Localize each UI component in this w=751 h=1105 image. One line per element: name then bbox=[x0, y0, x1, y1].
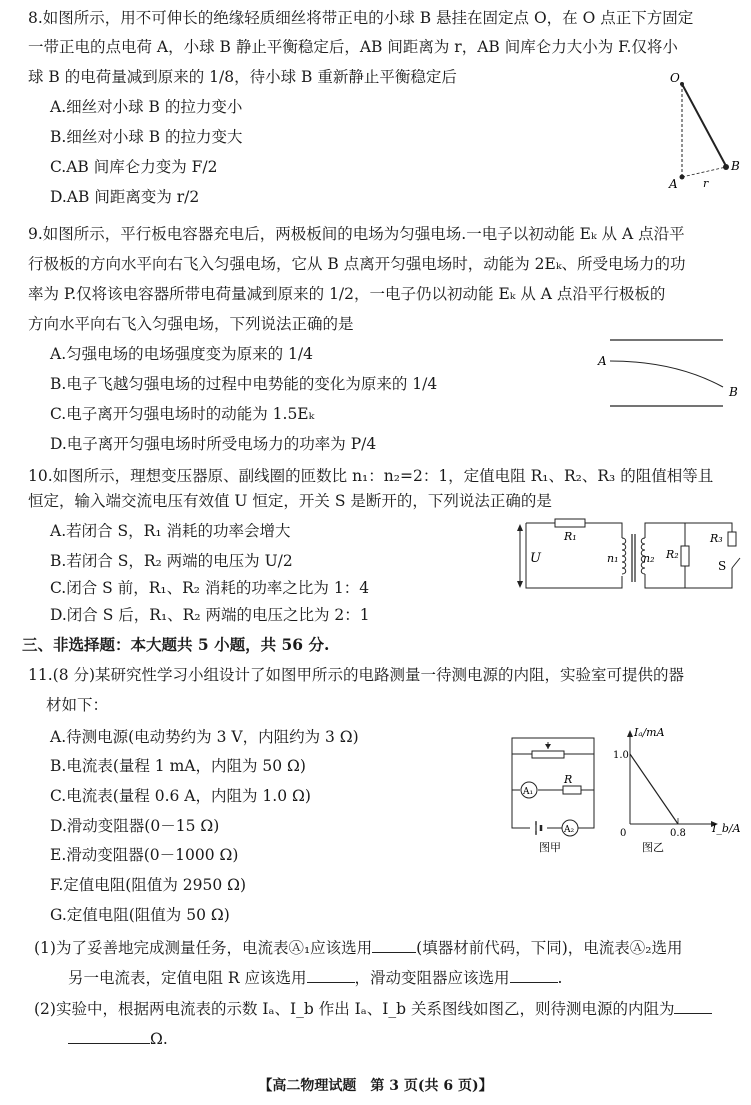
q10-resistor-r1 bbox=[555, 519, 585, 527]
q11-answer-blank-rheostat[interactable] bbox=[510, 966, 558, 983]
q11-option-e: E.滑动变阻器(0－1000 Ω) bbox=[50, 846, 239, 864]
q11-resistor-r bbox=[563, 786, 581, 794]
q9-stem-line: 行极板的方向水平向右飞入匀强电场，它从 B 点离开匀强电场时，动能为 2Eₖ、所受电场力的功 bbox=[28, 255, 686, 273]
q10-label-n1: n₁ bbox=[607, 552, 619, 565]
q11-figure-yi bbox=[612, 722, 747, 854]
q10-stem-line: 10.如图所示，理想变压器原、副线圈的匝数比 n₁：n₂=2：1，定值电阻 R₁、R₂、R₃ 的阻值相等且 bbox=[28, 467, 714, 485]
q11-option-a: A.待测电源(电动势约为 3 V，内阻约为 3 Ω) bbox=[50, 728, 359, 746]
q11-answer-blank-r-internal-cont[interactable] bbox=[68, 1027, 150, 1044]
q11-option-d: D.滑动变阻器(0－15 Ω) bbox=[50, 817, 220, 835]
q8-pendulum-figure bbox=[660, 66, 745, 194]
q10-option-d: D.闭合 S 后，R₁、R₂ 两端的电压之比为 2：1 bbox=[50, 606, 370, 624]
q11-graph-line bbox=[630, 754, 678, 824]
q8-label-a: A bbox=[669, 177, 678, 191]
page-footer: 【高二物理试题 第 3 页(共 6 页)】 bbox=[258, 1078, 493, 1094]
q9-capacitor-figure bbox=[595, 334, 745, 414]
q8-label-b: B bbox=[731, 159, 740, 173]
q10-label-r2: R₂ bbox=[666, 548, 679, 561]
q11-figure-jia bbox=[500, 730, 610, 854]
q9-option-c: C.电子离开匀强电场时的动能为 1.5Eₖ bbox=[50, 405, 315, 423]
q10-switch-s bbox=[732, 558, 740, 568]
q11-sub2-line1 bbox=[34, 997, 712, 1019]
q11-x-tick-label: 0.8 bbox=[670, 828, 686, 839]
q11-sub1-text: (1)为了妥善地完成测量任务，电流表Ⓐ₁应该选用 bbox=[34, 939, 373, 957]
q10-label-r3: R₃ bbox=[710, 532, 723, 545]
q11-x-axis-label: I_b/A bbox=[712, 822, 741, 835]
section-heading: 三、非选择题：本大题共 5 小题，共 56 分. bbox=[22, 635, 330, 654]
q11-option-b: B.电流表(量程 1 mA，内阻为 50 Ω) bbox=[50, 757, 306, 775]
q11-label-a2: A₂ bbox=[564, 825, 575, 835]
q8-stem-line: 8.如图所示，用不可伸长的绝缘轻质细丝将带正电的小球 B 悬挂在固定点 O，在 O 点正下方固定 bbox=[28, 9, 694, 27]
q11-caption-yi: 图乙 bbox=[642, 841, 664, 854]
q9-electron-path bbox=[610, 361, 723, 387]
q11-caption-jia: 图甲 bbox=[539, 841, 561, 854]
q8-stem-line: 球 B 的电荷量减到原来的 1/8，待小球 B 重新静止平衡稳定后 bbox=[28, 68, 457, 86]
q10-stem-line: 恒定，输入端交流电压有效值 U 恒定，开关 S 是断开的，下列说法正确的是 bbox=[28, 492, 552, 510]
q11-sub1-text: (填器材前代码，下同)，电流表Ⓐ₂选用 bbox=[416, 939, 683, 957]
q11-stem-line: 11.(8 分)某研究性学习小组设计了如图甲所示的电路测量一待测电源的内阻，实验室可提供的器 bbox=[28, 666, 685, 684]
q9-label-a: A bbox=[598, 354, 607, 368]
q11-y-tick-label: 1.0 bbox=[613, 750, 629, 761]
q11-option-g: G.定值电阻(阻值为 50 Ω) bbox=[50, 906, 230, 924]
q8-option-a: A.细丝对小球 B 的拉力变小 bbox=[50, 98, 243, 116]
q8-option-c: C.AB 间库仑力变为 F/2 bbox=[50, 158, 218, 176]
q11-answer-blank-r[interactable] bbox=[307, 966, 355, 983]
q10-label-r1: R₁ bbox=[564, 530, 577, 543]
q11-sub1-line2 bbox=[68, 966, 562, 988]
q11-sub2-text: (2)实验中，根据两电流表的示数 Iₐ、I_b 作出 Iₐ、I_b 关系图线如图乙，则待测电源的内阻为 bbox=[34, 1000, 675, 1018]
q8-option-b: B.细丝对小球 B 的拉力变大 bbox=[50, 128, 243, 146]
q10-transformer-figure bbox=[510, 510, 750, 598]
q11-sub1-text: ，滑动变阻器应该选用 bbox=[354, 969, 510, 987]
q8-ab-dashed bbox=[682, 167, 726, 177]
q11-option-c: C.电流表(量程 0.6 A，内阻为 1.0 Ω) bbox=[50, 787, 311, 805]
q11-sub1-text: 另一电流表，定值电阻 R 应该选用 bbox=[68, 969, 307, 987]
q10-label-u: U bbox=[530, 551, 541, 566]
q11-answer-blank-a1[interactable] bbox=[372, 936, 416, 953]
q10-primary-coil bbox=[622, 538, 626, 574]
q8-option-d: D.AB 间距离变为 r/2 bbox=[50, 188, 200, 206]
q9-stem-line: 率为 P.仅将该电容器所带电荷量减到原来的 1/2，一电子仍以初动能 Eₖ 从 A 点沿平行极板的 bbox=[28, 285, 666, 303]
q8-label-r: r bbox=[703, 177, 709, 190]
q11-option-f: F.定值电阻(阻值为 2950 Ω) bbox=[50, 876, 247, 894]
q10-label-s: S bbox=[718, 559, 727, 573]
q10-resistor-r3 bbox=[728, 532, 736, 546]
q10-resistor-r2 bbox=[681, 546, 689, 566]
q11-y-arrow bbox=[627, 730, 633, 737]
q11-sub1-text: . bbox=[557, 969, 563, 987]
q8-stem-line: 一带正电的点电荷 A，小球 B 静止平衡稳定后，AB 间距离为 r，AB 间库仑力大小为 F.仅将小 bbox=[28, 38, 678, 56]
q11-y-axis-label: Iₐ/mA bbox=[634, 726, 665, 739]
q9-label-b: B bbox=[729, 385, 738, 399]
q10-option-c: C.闭合 S 前，R₁、R₂ 消耗的功率之比为 1：4 bbox=[50, 579, 370, 597]
q11-label-a1: A₁ bbox=[523, 787, 534, 797]
q11-answer-blank-r-internal[interactable] bbox=[674, 997, 712, 1014]
q9-stem-line: 方向水平向右飞入匀强电场，下列说法正确的是 bbox=[28, 315, 354, 333]
q11-stem-line: 材如下： bbox=[46, 696, 109, 714]
q9-stem-line: 9.如图所示，平行板电容器充电后，两极板间的电场为匀强电场.一电子以初动能 Eₖ 从 A 点沿平 bbox=[28, 225, 685, 243]
q11-sub2-text: Ω. bbox=[150, 1030, 168, 1048]
q10-option-b: B.若闭合 S，R₂ 两端的电压为 U/2 bbox=[50, 552, 293, 570]
q11-sub2-line2 bbox=[68, 1027, 168, 1049]
q11-rheostat bbox=[532, 751, 564, 758]
q10-option-a: A.若闭合 S，R₁ 消耗的功率会增大 bbox=[50, 522, 291, 540]
q8-thread bbox=[682, 84, 726, 166]
q9-option-d: D.电子离开匀强电场时所受电场力的功率为 P/4 bbox=[50, 435, 377, 453]
q8-label-o: O bbox=[670, 71, 680, 85]
q11-slider-arrow bbox=[545, 744, 551, 749]
q11-battery-gap bbox=[530, 825, 547, 831]
q11-origin-label: 0 bbox=[620, 828, 627, 839]
q9-option-a: A.匀强电场的电场强度变为原来的 1/4 bbox=[50, 345, 313, 363]
q11-label-r: R bbox=[564, 773, 573, 786]
q9-option-b: B.电子飞越匀强电场的过程中电势能的变化为原来的 1/4 bbox=[50, 375, 438, 393]
q10-label-n2: n₂ bbox=[643, 552, 655, 565]
q11-sub1-line1 bbox=[34, 936, 682, 958]
